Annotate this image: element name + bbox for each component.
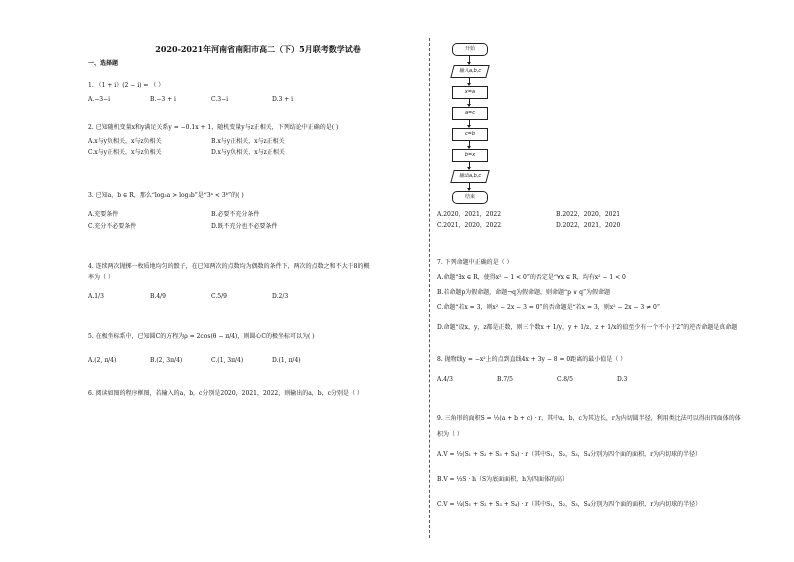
flowchart-step-c-b: c=b: [452, 128, 488, 141]
flowchart-step-a-c: a=c: [452, 107, 488, 120]
q9-option-b: B.V = ⅓S · h（S为底面面积，h为四面体的高）: [437, 476, 568, 483]
q4-stem-line2: 率为（ ）: [88, 274, 114, 281]
q4-option-b: B.4/9: [150, 293, 166, 300]
q5-option-b: B.(2, 3π/4): [150, 357, 183, 364]
flowchart-output-label: 输出a,b,c: [458, 173, 482, 179]
q6-option-d: D.2022，2021，2020: [556, 222, 621, 229]
q3-stem: 3. 已知a，b ∈ R，那么“log₃a > log₃b”是“3ᵃ < 3ᵇ”的( ): [88, 192, 244, 199]
q6-option-b: B.2022，2020，2021: [556, 211, 621, 218]
q5-option-d: D.(1, π/4): [272, 357, 301, 364]
q2-stem: 2. 已知随机变量x和y满足关系y = −0.1x + 1，随机变量y与z正相关，下列结论中正确的是( ): [88, 124, 339, 131]
page-title: 2020-2021年河南省南阳市高二（下）5月联考数学试卷: [155, 44, 361, 54]
q2-option-a: A.x与y负相关，x与z负相关: [88, 138, 162, 145]
q7-option-b: B.若命题p为假命题，命题¬q为假命题，则命题“p ∨ q”为假命题: [437, 289, 611, 296]
q5-option-c: C.(1, 3π/4): [211, 357, 244, 364]
q6-option-c: C.2021，2020，2022: [437, 222, 502, 229]
q9-stem-line1: 9. 三角形的面积S = ½(a + b + c) · r，其中a，b，c为其边长，r为内切圆半径，利用类比法可以得出四面体的体: [437, 415, 741, 422]
section-label: 一、选择题: [88, 60, 119, 67]
flowchart-input: [450, 65, 489, 78]
q7-option-a: A.命题“∃x ∈ R，使得x² − 1 < 0”的否定是“∀x ∈ R，均有x² − 1 < 0: [437, 274, 626, 281]
flowchart-arrow: [469, 161, 470, 169]
flowchart-arrow: [469, 119, 470, 127]
q2-option-b: B.x与y正相关，x与z正相关: [211, 138, 285, 145]
q9-stem-line2: 积为（ ）: [437, 431, 463, 438]
q6-stem: 6. 阅读如图的程序框图，若输入的a，b，c分别是2020，2021，2022，则输出的a，b，c分别是（ ）: [88, 390, 363, 397]
q3-option-c: C.充分不必要条件: [88, 223, 137, 230]
q3-option-a: A.充要条件: [88, 211, 119, 218]
q8-option-d: D.3: [617, 376, 628, 383]
flowchart-arrow: [469, 77, 470, 85]
q1-stem: 1. （1 + i）(2 − i) = （ ）: [88, 82, 165, 89]
q2-option-d: D.x与y负相关，x与z正相关: [211, 149, 285, 156]
flowchart-arrow: [469, 140, 470, 148]
q5-stem: 5. 在极坐标系中，已知圆C的方程为ρ = 2cos(θ − π/4)，则圆心C的极坐标可以为( ): [88, 333, 315, 340]
q9-option-a: A.V = ⅓(S₁ + S₂ + S₃ + S₄) · r（其中S₁，S₂，S₃，S₄分别为四个面的面积，r为内切球的半径）: [437, 451, 702, 458]
q1-option-c: C.3−i: [211, 96, 229, 103]
q8-option-b: B.7/5: [497, 376, 513, 383]
flowchart-arrow: [469, 98, 470, 106]
flowchart-output: [450, 170, 489, 183]
q1-option-d: D.3 + i: [272, 96, 294, 103]
q2-option-c: C.x与y正相关，x与z负相关: [88, 149, 162, 156]
q4-stem-line1: 4. 连续两次抛掷一枚质地均匀的骰子，在已知两次的点数均为偶数的条件下，两次的点数之和不大于8的概: [88, 263, 370, 270]
q9-option-c: C.V = ¼(S₁ + S₂ + S₃ + S₄) · r（其中S₁，S₂，S₃，S₄分别为四个面的面积，r为内切球的半径）: [437, 501, 702, 508]
flowchart-arrow: [469, 182, 470, 190]
flowchart-end: 结束: [452, 191, 488, 204]
column-divider: [429, 38, 430, 538]
q5-option-a: A.(2, π/4): [88, 357, 117, 364]
q4-option-a: A.1/3: [88, 293, 104, 300]
q8-stem: 8. 抛物线y = −x²上的点到直线4x + 3y − 8 = 0距离的最小值是（ ）: [437, 356, 627, 363]
q7-option-d: D.命题“设x，y，z都是正数，则三个数x + 1/y，y + 1/z，z + 1/x的值至少有一个不小于2”的逆否命题是真命题: [437, 324, 738, 331]
flowchart-arrow: [469, 55, 470, 64]
q4-option-c: C.5/9: [211, 293, 227, 300]
q8-option-a: A.4/3: [437, 376, 453, 383]
q7-stem: 7. 下列命题中正确的是（ ）: [437, 259, 513, 266]
q4-option-d: D.2/3: [272, 293, 289, 300]
q6-option-a: A.2020，2021，2022: [437, 211, 502, 218]
q7-option-c: C.命题“若x = 3，则x² − 2x − 3 = 0”的否命题是“若x = 3，则x² − 2x − 3 ≠ 0”: [437, 304, 660, 311]
flowchart-start: 开始: [452, 43, 488, 56]
flowchart-step-x-a: x=a: [452, 86, 488, 99]
q1-option-b: B.−3 + i: [150, 96, 176, 103]
q3-option-d: D.既不充分也不必要条件: [211, 223, 278, 230]
q8-option-c: C.8/5: [557, 376, 573, 383]
q1-option-a: A.−3−i: [88, 96, 111, 103]
flowchart-input-label: 输入a,b,c: [458, 68, 482, 74]
flowchart-step-b-x: b=x: [452, 149, 488, 162]
q3-option-b: B.必要不充分条件: [211, 211, 260, 218]
